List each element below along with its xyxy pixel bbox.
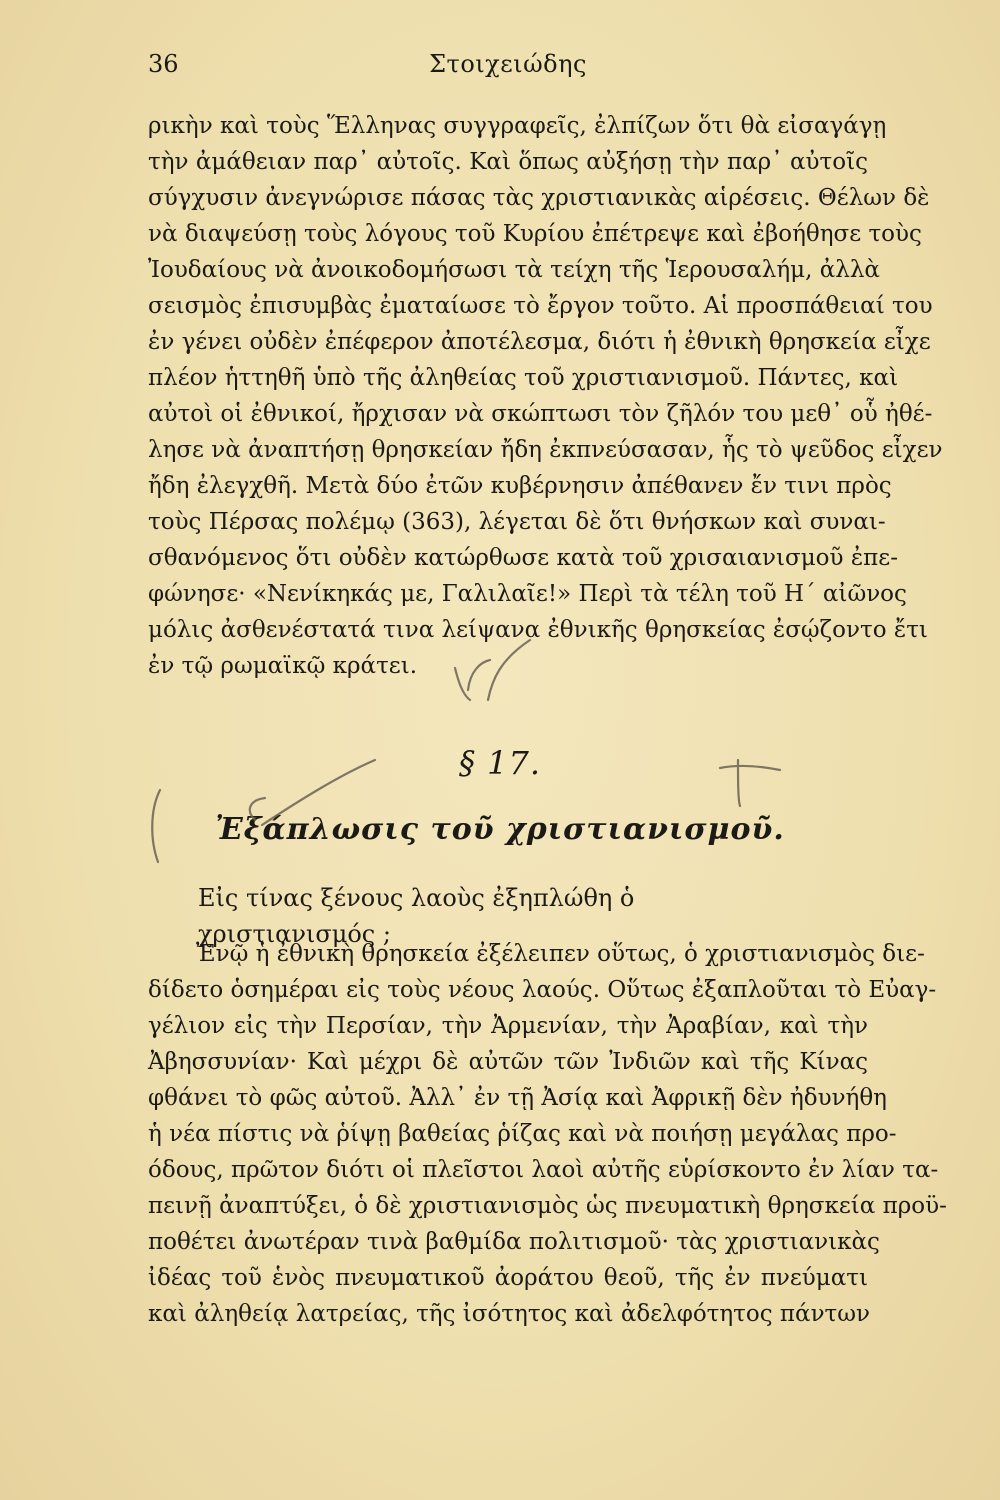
page-number: 36 [148,50,179,78]
paragraph-1 [148,108,943,684]
text-line: φώνησε· «Νενίκηκάς με, Γαλιλαῖε!» Περὶ τὰ τέλη τοῦ Η΄ αἰῶνος [148,581,907,607]
text-line: γέλιον εἰς τὴν Περσίαν, τὴν Ἀρμενίαν, τὴν Ἀραβίαν, καὶ τὴν [148,1013,868,1039]
running-title: Στοιχειώδης [429,50,587,78]
text-line: ἰδέας τοῦ ἑνὸς πνευματικοῦ ἀοράτου θεοῦ, τῆς ἐν πνεύματι [148,1265,868,1291]
text-line: σύγχυσιν ἀνεγνώρισε πάσας τὰς χριστιανικὰς αἱρέσεις. Θέλων δὲ [148,185,930,211]
text-line: τὴν ἀμάθειαν παρ᾽ αὐτοῖς. Καὶ ὅπως αὐξήσῃ τὴν παρ᾽ αὐτοῖς [148,149,868,175]
text-line: σεισμὸς ἐπισυμβὰς ἐματαίωσε τὸ ἔργον τοῦτο. Αἱ προσπάθειαί του [148,293,933,319]
text-line: καὶ ἀληθείᾳ λατρείας, τῆς ἰσότητος καὶ ἀδελφότητος πάντων [148,1301,871,1327]
text-line: λησε νὰ ἀναπτήσῃ θρησκείαν ἤδη ἐκπνεύσασαν, ἧς τὸ ψεῦδος εἶχεν [148,437,943,463]
section-title: Ἐξάπλωσις τοῦ χριστιανισμοῦ. [215,812,785,847]
text-line: ἤδη ἐλεγχθῆ. Μετὰ δύο ἐτῶν κυβέρνησιν ἀπέθανεν ἔν τινι πρὸς [148,473,892,499]
text-line: πεινῇ ἀναπτύξει, ὁ δὲ χριστιανισμὸς ὡς πνευματικὴ θρησκεία προϋ- [148,1193,947,1219]
text-line: μόλις ἀσθενέστατά τινα λείψανα ἐθνικῆς θρησκείας ἐσῴζοντο ἔτι [148,617,928,643]
section-number: § 17. [458,744,542,782]
text-line: ποθέτει ἀνωτέραν τινὰ βαθμίδα πολιτισμοῦ· τὰς χριστιανικὰς [148,1229,880,1255]
text-line: σθανόμενος ὅτι οὐδὲν κατώρθωσε κατὰ τοῦ χρισαιανισμοῦ ἐπε- [148,545,898,571]
text-line: νὰ διαψεύσῃ τοὺς λόγους τοῦ Κυρίου ἐπέτρεψε καὶ ἐβοήθησε τοὺς [148,221,922,247]
text-line: Ἰουδαίους νὰ ἀνοικοδομήσωσι τὰ τείχη τῆς Ἱερουσαλήμ, ἀλλὰ [148,257,880,283]
text-line: όδους, πρῶτον διότι οἱ πλεῖστοι λαοὶ αὐτῆς εὑρίσκοντο ἐν λίαν τα- [148,1157,939,1183]
paragraph-2 [148,936,947,1332]
study-question: Εἰς τίνας ξένους λαοὺς ἐξηπλώθη ὁ χριστιανισμός ; [198,884,635,948]
text-line: Ἀβησσυνίαν· Καὶ μέχρι δὲ αὐτῶν τῶν Ἰνδιῶν καὶ τῆς Κίνας [148,1049,868,1075]
text-line: ἐν τῷ ρωμαϊκῷ κράτει. [148,653,418,679]
text-line: Ἐνῷ ἡ ἐθνικὴ θρησκεία ἐξέλειπεν οὕτως, ὁ χριστιανισμὸς διε- [196,941,925,967]
text-line: ἐν γένει οὐδὲν ἐπέφερον ἀποτέλεσμα, διότι ἡ ἐθνικὴ θρησκεία εἶχε [148,329,931,355]
text-line: πλέον ἡττηθῆ ὑπὸ τῆς ἀληθείας τοῦ χριστιανισμοῦ. Πάντες, καὶ [148,365,899,391]
text-line: αὐτοὶ οἱ ἐθνικοί, ἤρχισαν νὰ σκώπτωσι τὸν ζῆλόν του μεθ᾽ οὗ ἠθέ- [148,401,933,427]
text-line: ἡ νέα πίστις νὰ ῥίψῃ βαθείας ῥίζας καὶ νὰ ποιήσῃ μεγάλας προ- [148,1121,897,1147]
text-line: φθάνει τὸ φῶς αὐτοῦ. Ἀλλ᾽ ἐν τῇ Ἀσίᾳ καὶ Ἀφρικῇ δὲν ἠδυνήθη [148,1085,887,1111]
page-header [148,50,868,86]
text-line: ρικὴν καὶ τοὺς Ἕλληνας συγγραφεῖς, ἐλπίζων ὅτι θὰ εἰσαγάγῃ [148,113,887,139]
text-line: τοὺς Πέρσας πολέμῳ (363), λέγεται δὲ ὅτι θνήσκων καὶ συναι- [148,509,886,535]
text-line: δίδετο ὁσημέραι εἰς τοὺς νέους λαούς. Οὕτως ἐξαπλοῦται τὸ Εὐαγ- [148,977,937,1003]
